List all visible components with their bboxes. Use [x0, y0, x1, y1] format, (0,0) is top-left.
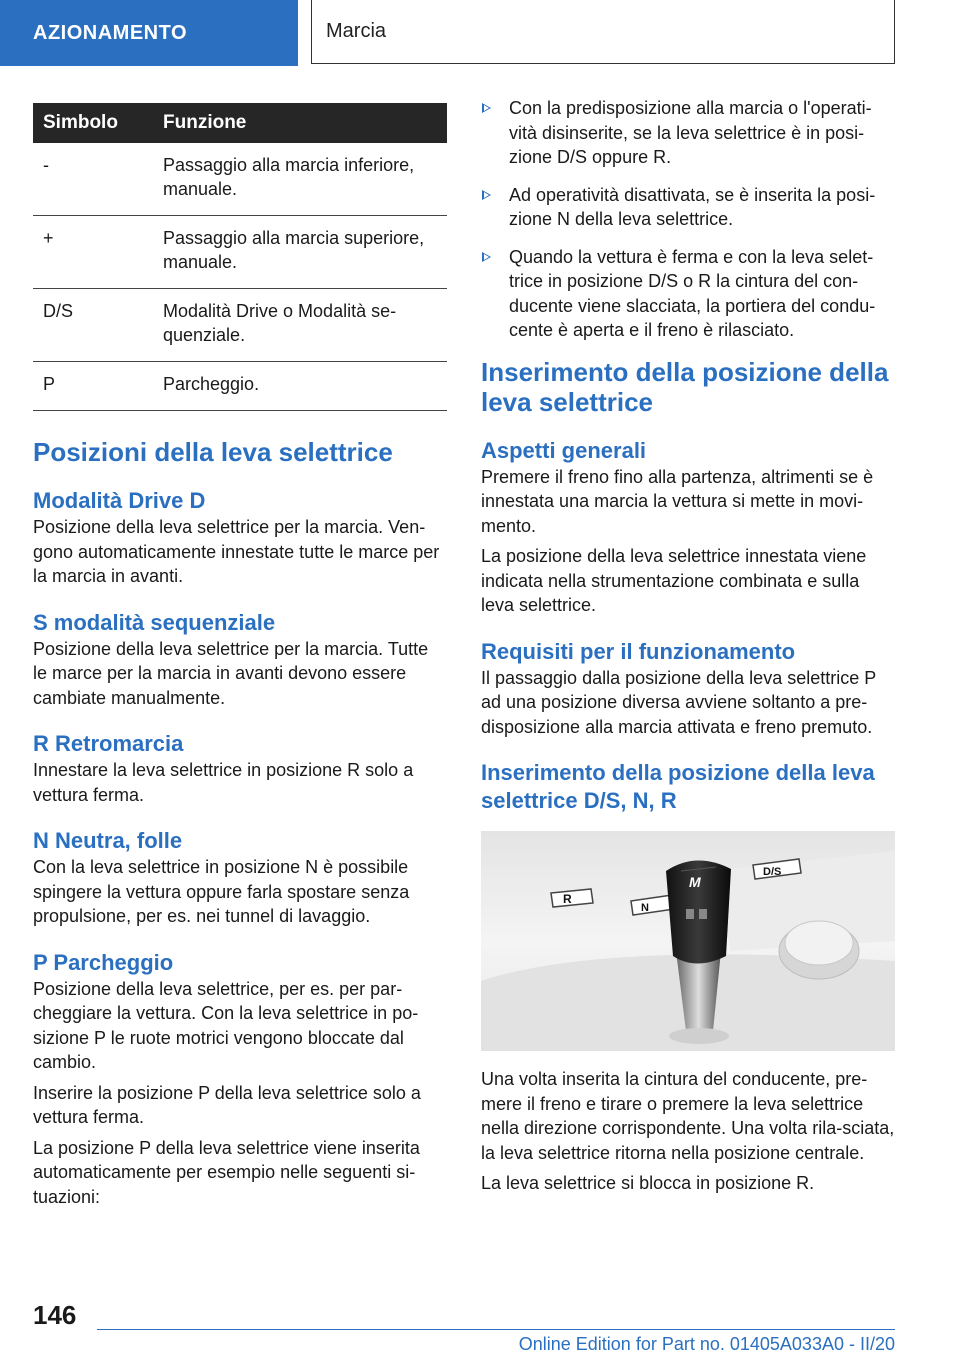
table-cell-function: Parcheggio.: [163, 362, 447, 411]
section-tab: [0, 0, 298, 66]
list-item: Con la predisposizione alla marcia o l'operati-vità disinserite, se la leva selettrice è in posi-zione D/S oppure R.: [481, 96, 895, 170]
general-text-1: Premere il freno fino alla partenza, altrimenti se è innestata una marcia la vettura si mette in movi-mento.: [481, 466, 874, 536]
table-header-function: Funzione: [163, 103, 447, 143]
label-n: N: [641, 902, 649, 914]
symbol-table: [33, 103, 447, 411]
heading-reverse: R Retromarcia: [33, 731, 184, 756]
neutral-text: Con la leva selettrice in posizione N è possibile spingere la vettura oppure farla spostare senza propulsione, per es. nei tunnel di lavaggio.: [33, 857, 410, 926]
reverse-text: Innestare la leva selettrice in posizione R solo a vettura ferma.: [33, 760, 414, 805]
table-header-row: [33, 103, 447, 143]
heading-sequential-mode: S modalità sequenziale: [33, 609, 276, 635]
heading-general: Aspetti generali: [481, 437, 647, 463]
chapter-title: Marcia: [326, 20, 387, 42]
right-column: [481, 96, 895, 1196]
label-r: R: [563, 892, 572, 906]
triangle-bullet-icon: [482, 190, 491, 200]
requirements-text: Il passaggio dalla posizione della leva selettrice P ad una posizione diversa avviene soltanto a pre-disposizione alla marcia attivata e freno premuto.: [481, 667, 876, 737]
table-row: [33, 143, 447, 216]
triangle-bullet-icon: [482, 252, 491, 262]
dsnr-text-2: La leva selettrice si blocca in posizione R.: [481, 1173, 815, 1193]
heading-insert-dsnr: Inserimento della posizione della leva selettrice D/S, N, R: [481, 760, 875, 813]
dsnr-text-1: Una volta inserita la cintura del conducente, pre-mere il freno e tirare o premere la leva selettrice nella direzione corrispondente. Una volta rila-sciata, la leva selettrice ritorna nella posizione centrale.: [481, 1069, 895, 1163]
heading-neutral: N Neutra, folle: [33, 828, 183, 853]
general-text-2: La posizione della leva selettrice innestata viene indicata nella strumentazione combinata e sulla leva selettrice.: [481, 546, 867, 615]
drive-mode-text: Posizione della leva selettrice per la marcia. Ven-gono automaticamente innestate tutte le marce per la marcia in avanti.: [33, 517, 440, 586]
auto-park-list: [481, 96, 895, 343]
table-cell-symbol: -: [33, 143, 163, 216]
park-text-3: La posizione P della leva selettrice viene inserita automaticamente per esempio nelle seguenti si-tuazioni:: [33, 1137, 420, 1207]
heading-selector-positions: Posizioni della leva selettrice: [33, 437, 393, 467]
footer-divider: [97, 1329, 895, 1330]
table-row: [33, 289, 447, 362]
heading-insert-position: Inserimento della posizione della leva selettrice: [481, 356, 889, 417]
triangle-bullet-icon: [482, 103, 491, 113]
chapter-header: [311, 0, 895, 64]
gear-selector-drawing: [481, 831, 895, 1051]
heading-drive-mode: Modalità Drive D: [33, 488, 206, 513]
park-text-2: Inserire la posizione P della leva selettrice solo a vettura ferma.: [33, 1082, 421, 1127]
edition-footer: Online Edition for Part no. 01405A033A0 - II/20: [518, 1334, 895, 1354]
heading-requirements: Requisiti per il funzionamento: [481, 638, 796, 664]
list-item: Ad operatività disattivata, se è inserita la posi-zione N della leva selettrice.: [481, 183, 895, 232]
left-column: [33, 103, 447, 1209]
gear-selector-illustration: [481, 831, 895, 1051]
table-cell-symbol: D/S: [33, 289, 163, 362]
section-title: AZIONAMENTO: [33, 21, 188, 44]
table-row: [33, 216, 447, 289]
m-logo: M: [689, 874, 701, 890]
page-number: 146: [33, 1300, 77, 1330]
table-header-symbol: Simbolo: [33, 103, 163, 143]
park-text-1: Posizione della leva selettrice, per es. per par-cheggiare la vettura. Con la leva selettrice in po-sizione P le ruote motrici vengono bloccate dal cambio.: [33, 978, 419, 1072]
label-ds: D/S: [763, 866, 782, 878]
heading-park: P Parcheggio: [33, 949, 174, 975]
table-cell-symbol: P: [33, 362, 163, 411]
list-item: Quando la vettura è ferma e con la leva selet-trice in posizione D/S o R la cintura del con-ducente viene slacciata, la portiera del condu-cente è aperta e il freno è rilasciato.: [481, 245, 895, 343]
table-cell-symbol: +: [33, 216, 163, 289]
table-cell-function: Passaggio alla marcia superiore, manuale.: [163, 216, 447, 289]
table-row: [33, 362, 447, 411]
table-cell-function: Modalità Drive o Modalità se-quenziale.: [163, 289, 447, 362]
sequential-mode-text: Posizione della leva selettrice per la marcia. Tutte le marce per la marcia in avanti devono essere cambiate manualmente.: [33, 638, 429, 708]
table-cell-function: Passaggio alla marcia inferiore, manuale.: [163, 143, 447, 216]
